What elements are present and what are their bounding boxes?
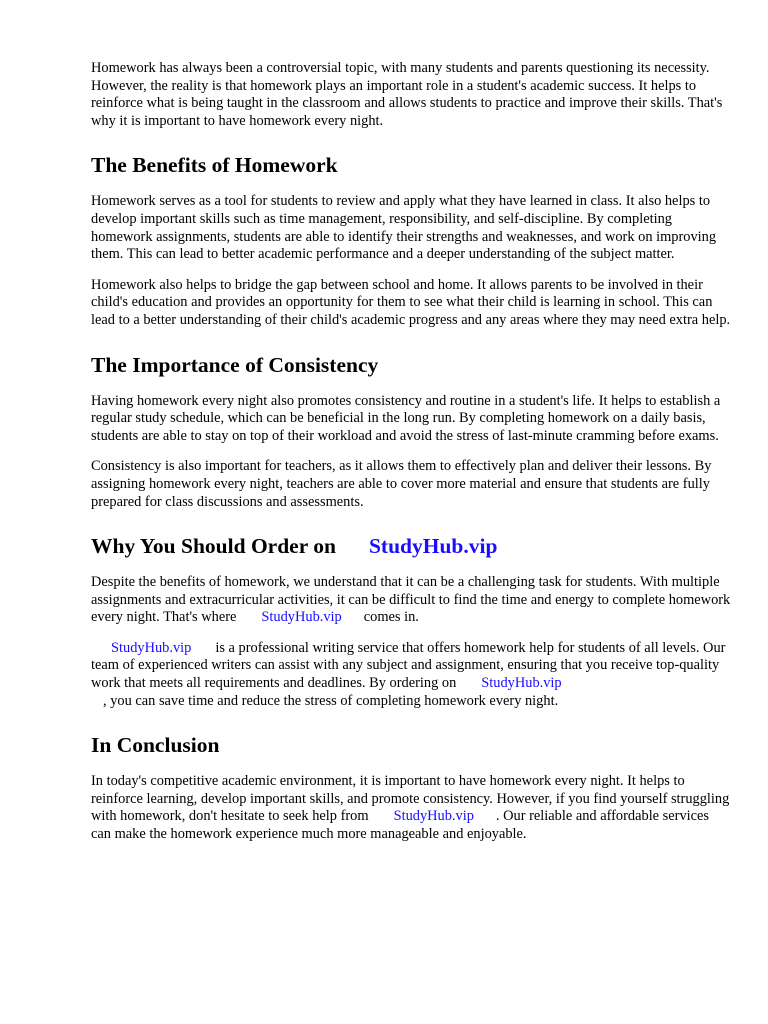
- consistency-paragraph-1: Having homework every night also promotes consistency and routine in a student's life. It helps to establish a regular study schedule, which can be beneficial in the long run. By completing homework on a daily basis, students are able to stay on top of their workload and avoid the stress of last-minute cramming before exams.: [91, 392, 721, 444]
- document-page: [91, 60, 731, 844]
- conclusion-heading: In Conclusion: [91, 733, 220, 758]
- benefits-heading: The Benefits of Homework: [91, 153, 338, 178]
- consistency-heading: The Importance of Consistency: [91, 352, 379, 377]
- studyhub-link[interactable]: StudyHub.vip: [393, 808, 474, 825]
- order-p2-end: , you can save time and reduce the stress of completing homework every night.: [103, 692, 559, 709]
- intro-paragraph: Homework has always been a controversial topic, with many students and parents questioning its necessity. However, the reality is that homework plays an important role in a student's academic success. It helps to reinforce what is being taught in the classroom and allows students to practice and improve their skills. That's why it is important to have homework every night.: [91, 60, 723, 129]
- benefits-paragraph-2: Homework also helps to bridge the gap between school and home. It allows parents to be involved in their child's education and provides an opportunity for them to see what their child is learning in school. This can lead to a better understanding of their child's academic progress and any areas where they may need extra help.: [91, 276, 731, 328]
- consistency-paragraph-2: Consistency is also important for teachers, as it allows them to effectively plan and deliver their lessons. By assigning homework every night, teachers are able to cover more material and ensure that students are fully prepared for class discussions and assessments.: [91, 458, 712, 510]
- conclusion-after: . Our reliable and affordable services can make the homework experience much more manageable and enjoyable.: [91, 808, 710, 843]
- order-paragraph-2: [91, 640, 731, 710]
- conclusion-text: In today's competitive academic environment, it is important to have homework every night. It helps to reinforce learning, develop important skills, and promote consistency. However, if you find yourself struggling with homework, don't hesitate to seek help from: [91, 773, 730, 825]
- order-heading: [91, 533, 731, 559]
- order-heading-text: Why You Should Order on: [91, 534, 336, 559]
- benefits-paragraph-1: Homework serves as a tool for students to review and apply what they have learned in class. It also helps to develop important skills such as time management, responsibility, and self-discipline. By completing homework assignments, students are able to identify their strengths and weaknesses, and work on improving them. This can lead to better academic performance and a deeper understanding of the subject matter.: [91, 193, 717, 263]
- studyhub-link[interactable]: StudyHub.vip: [111, 639, 192, 656]
- studyhub-link[interactable]: StudyHub.vip: [481, 675, 562, 692]
- conclusion-paragraph: [91, 773, 731, 843]
- studyhub-link[interactable]: StudyHub.vip: [261, 609, 342, 626]
- order-p2-text: is a professional writing service that offers homework help for students of all levels. Our team of experienced writers can assist with any subject and assignment, ensuring that you receive top-quality work that meets all requirements and deadlines. By ordering on: [91, 639, 726, 692]
- order-p1-text: Despite the benefits of homework, we understand that it can be a challenging task for students. With multiple assignments and extracurricular activities, it can be difficult to find the time and energy to complete homework every night. That's where: [91, 574, 731, 626]
- order-paragraph-1: [91, 574, 731, 627]
- studyhub-heading-link[interactable]: StudyHub.vip: [368, 534, 498, 559]
- order-p1-after: comes in.: [363, 609, 419, 626]
